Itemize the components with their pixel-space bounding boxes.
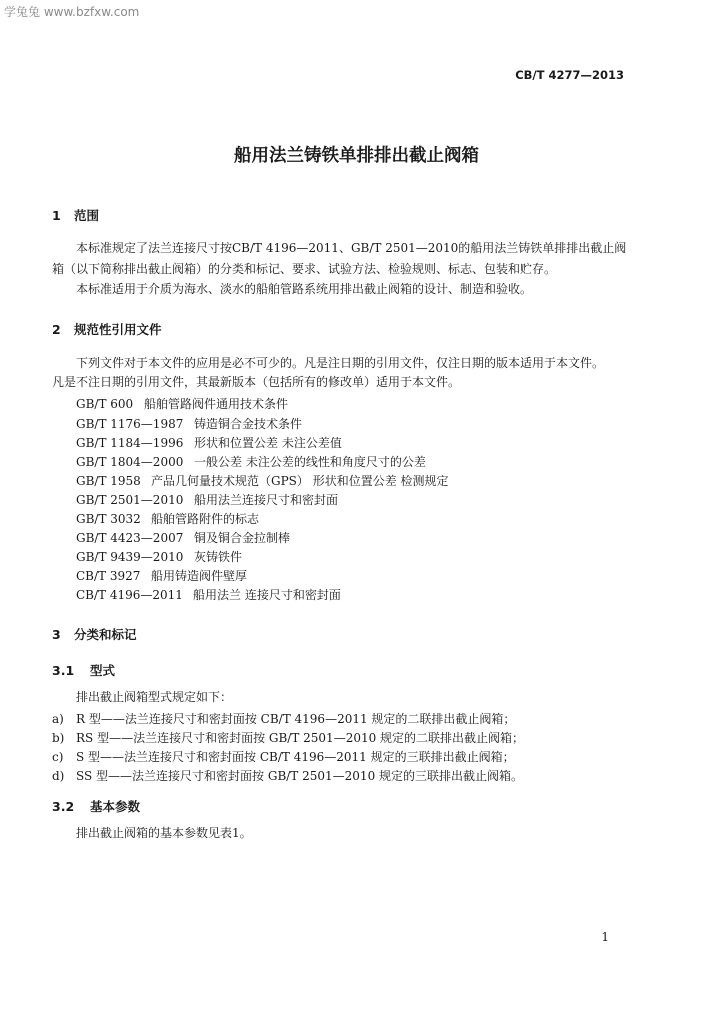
subsection-3-2-heading	[52, 797, 140, 815]
section-number: 2	[52, 322, 61, 337]
reference-code: GB/T 1804—2000	[76, 455, 184, 469]
section-number: 3	[52, 627, 61, 642]
document-title: 船用法兰铸铁单排排出截止阀箱	[234, 146, 479, 166]
list-item	[52, 710, 515, 727]
section-1-heading	[52, 206, 99, 224]
reference-item	[76, 529, 290, 546]
paragraph: 本标准适用于介质为海水、淡水的船舶管路系统用排出截止阀箱的设计、制造和验收。	[76, 282, 533, 296]
page-number: 1	[601, 930, 609, 944]
list-text: S 型——法兰连接尺寸和密封面按 CB/T 4196—2011 规定的三联排出截止阀箱；	[76, 750, 515, 764]
reference-item	[76, 548, 242, 565]
reference-item	[76, 472, 449, 489]
subsection-3-1-heading	[52, 661, 115, 679]
reference-item	[76, 567, 247, 584]
reference-name: 船舶管路附件的标志	[151, 512, 260, 526]
paragraph: 本标准规定了法兰连接尺寸按CB/T 4196—2011、GB/T 2501—2010的船用法兰铸铁单排排出截止阀	[76, 241, 627, 255]
reference-item	[76, 510, 259, 527]
section-title: 规范性引用文件	[74, 322, 162, 337]
section-3-heading	[52, 625, 137, 643]
list-marker: c)	[52, 750, 64, 764]
reference-name: 形状和位置公差 未注公差值	[194, 436, 342, 450]
list-marker: a)	[52, 712, 64, 726]
list-item	[52, 748, 515, 765]
reference-name: 产品几何量技术规范（GPS） 形状和位置公差 检测规定	[151, 474, 449, 488]
reference-name: 铜及铜合金拉制棒	[194, 531, 291, 545]
paragraph: 箱（以下简称排出截止阀箱）的分类和标记、要求、试验方法、检验规则、标志、包装和贮存。	[52, 262, 557, 276]
reference-code: GB/T 1184—1996	[76, 436, 184, 450]
section-title: 范围	[74, 208, 100, 223]
reference-code: GB/T 1176—1987	[76, 417, 184, 431]
reference-code: GB/T 4423—2007	[76, 531, 184, 545]
reference-code: GB/T 1958	[76, 474, 141, 488]
reference-code: GB/T 2501—2010	[76, 493, 184, 507]
reference-name: 铸造铜合金技术条件	[194, 417, 303, 431]
watermark: 学兔兔 www.bzfxw.com	[4, 5, 140, 19]
reference-name: 船舶管路阀件通用技术条件	[144, 397, 289, 411]
subsection-title: 基本参数	[90, 799, 141, 814]
reference-name: 灰铸铁件	[194, 550, 243, 564]
reference-item	[76, 395, 288, 412]
reference-item	[76, 491, 338, 508]
list-text: RS 型——法兰连接尺寸和密封面按 GB/T 2501—2010 规定的二联排出截止阀箱；	[76, 731, 525, 745]
reference-code: GB/T 3032	[76, 512, 141, 526]
reference-name: 一般公差 未注公差的线性和角度尺寸的公差	[194, 455, 426, 469]
section-title: 分类和标记	[74, 627, 137, 642]
subsection-number: 3.1	[52, 663, 75, 678]
list-marker: d)	[52, 769, 65, 783]
reference-code: GB/T 600	[76, 397, 134, 411]
reference-item	[76, 434, 342, 451]
reference-name: 船用法兰连接尺寸和密封面	[194, 493, 339, 507]
reference-code: CB/T 4196—2011	[76, 588, 183, 602]
list-text: R 型——法兰连接尺寸和密封面按 CB/T 4196—2011 规定的二联排出截止阀箱；	[76, 712, 516, 726]
subsection-title: 型式	[90, 663, 116, 678]
section-2-heading	[52, 320, 162, 338]
list-item	[52, 729, 524, 746]
standard-number: CB/T 4277—2013	[515, 68, 624, 82]
paragraph: 排出截止阀箱的基本参数见表1。	[76, 826, 252, 840]
reference-name: 船用铸造阀件壁厚	[151, 569, 248, 583]
subsection-number: 3.2	[52, 799, 75, 814]
reference-code: GB/T 9439—2010	[76, 550, 184, 564]
list-text: SS 型——法兰连接尺寸和密封面按 GB/T 2501—2010 规定的三联排出截止阀箱。	[76, 769, 524, 783]
reference-item	[76, 586, 341, 603]
reference-item	[76, 453, 426, 470]
paragraph: 凡是不注日期的引用文件，其最新版本（包括所有的修改单）适用于本文件。	[52, 375, 461, 389]
reference-code: CB/T 3927	[76, 569, 141, 583]
list-item	[52, 767, 523, 784]
list-marker: b)	[52, 731, 65, 745]
reference-name: 船用法兰 连接尺寸和密封面	[193, 588, 341, 602]
paragraph: 排出截止阀箱型式规定如下：	[76, 690, 233, 704]
reference-item	[76, 415, 302, 432]
paragraph: 下列文件对于本文件的应用是必不可少的。凡是注日期的引用文件，仅注日期的版本适用于本文件。	[76, 356, 605, 370]
section-number: 1	[52, 208, 61, 223]
